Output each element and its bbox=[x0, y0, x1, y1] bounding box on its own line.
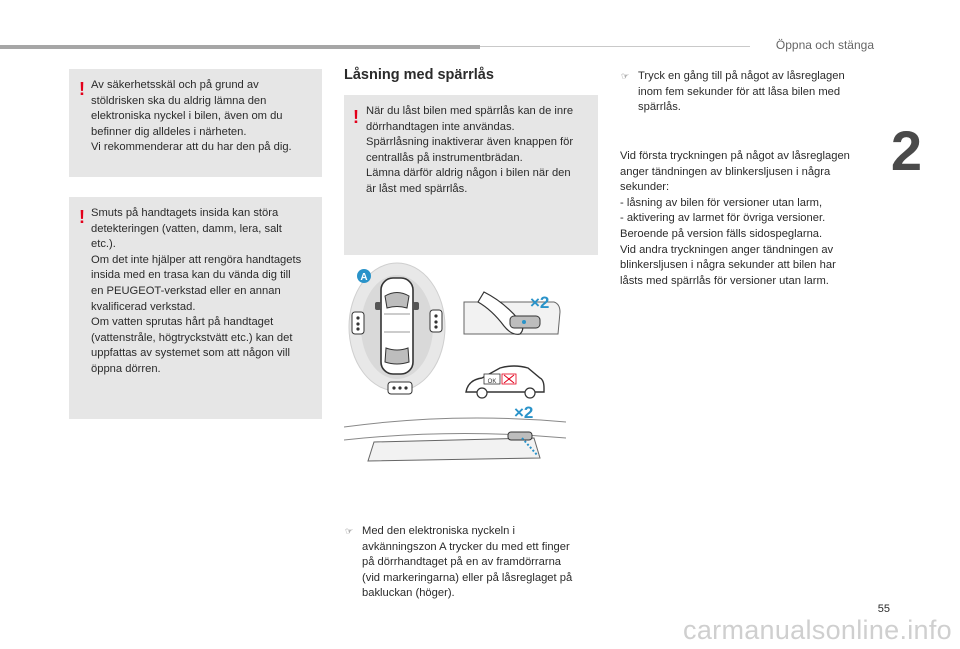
exclamation-icon: ! bbox=[79, 207, 85, 227]
explanation-paragraph: Vid första tryckningen på något av låsreglagen anger tändningen av blinkersljusen i några sekunder: - låsning av bilen för versioner utan larm, - aktivering av larmet för övriga versioner. Beroende på version fälls sidospeglarna. Vid andra tryckningen anger tändningen av blinkersljusen i några sekunder att bilen har låsts med spärrlås för versioner utan larm. bbox=[620, 150, 850, 287]
ok-label: OK bbox=[487, 379, 497, 385]
warning-text: Av säkerhetsskäl och på grund av stöldrisken ska du aldrig lämna den elektroniska nyckel i bilen, även om du befinner dig alldeles i närheten. Vi rekommenderar att du har den på dig. bbox=[91, 79, 292, 154]
exclamation-icon: ! bbox=[79, 79, 85, 99]
multiplier-label-top: ×2 bbox=[530, 293, 550, 312]
section-heading: Låsning med spärrlås bbox=[344, 67, 494, 83]
exclamation-icon: ! bbox=[353, 107, 359, 127]
warning-text: När du låst bilen med spärrlås kan de inre dörrhandtagen inte användas. Spärrlåsning inaktiverar även knappen för centrallås på instrumentbrädan. Lämna därför aldrig någon i bilen när den är låst med spärrlås. bbox=[366, 105, 574, 195]
header-rule bbox=[0, 45, 480, 49]
arrow-bullet-icon: ☞ bbox=[345, 526, 354, 536]
header-rule-thin bbox=[480, 46, 750, 47]
key-fob-icon bbox=[388, 382, 412, 394]
warning-text: Smuts på handtagets insida kan störa detekteringen (vatten, damm, lera, salt etc.). Om det inte hjälper att rengöra handtagets insida med en trasa kan du vända dig till en PEUGEOT-verkstad eller en annan kvalificerad verkstad. Om vatten sprutas hårt på handtaget (vattenstråle, högtryckstvätt etc.) kan det uppfattas av systemet som att någon vill öppna dörren. bbox=[91, 207, 302, 375]
watermark: carmanualsonline.info bbox=[683, 615, 952, 645]
multiplier-label-bottom: ×2 bbox=[514, 403, 534, 422]
page-number: 55 bbox=[877, 603, 890, 615]
zone-a-label: A bbox=[360, 272, 368, 283]
arrow-bullet-icon: ☞ bbox=[621, 71, 630, 81]
key-fob-icon bbox=[430, 310, 442, 332]
car-side-view-icon bbox=[466, 366, 544, 398]
warning-box-key-safety bbox=[69, 69, 322, 177]
warning-box-handle-dirt bbox=[69, 197, 322, 419]
car-top-view-icon bbox=[375, 278, 419, 374]
tailgate-icon bbox=[344, 418, 566, 461]
key-fob-icon bbox=[352, 312, 364, 334]
warning-box-deadlock bbox=[344, 95, 598, 255]
chapter-number: 2 bbox=[890, 119, 922, 182]
instruction-bullet-second-press: ☞ Tryck en gång till på något av låsreglagen inom fem sekunder för att låsa bilen med spärrlås. bbox=[621, 70, 845, 114]
deadlock-illustration bbox=[344, 262, 566, 462]
section-title: Öppna och stänga bbox=[775, 38, 874, 52]
instruction-bullet-key-zone: ☞ Med den elektroniska nyckeln i avkänningszon A trycker du med ett finger på dörrhandtaget på en av framdörrarna (vid markeringarna) eller på låsreglaget på bakluckan (höger). bbox=[345, 525, 573, 600]
